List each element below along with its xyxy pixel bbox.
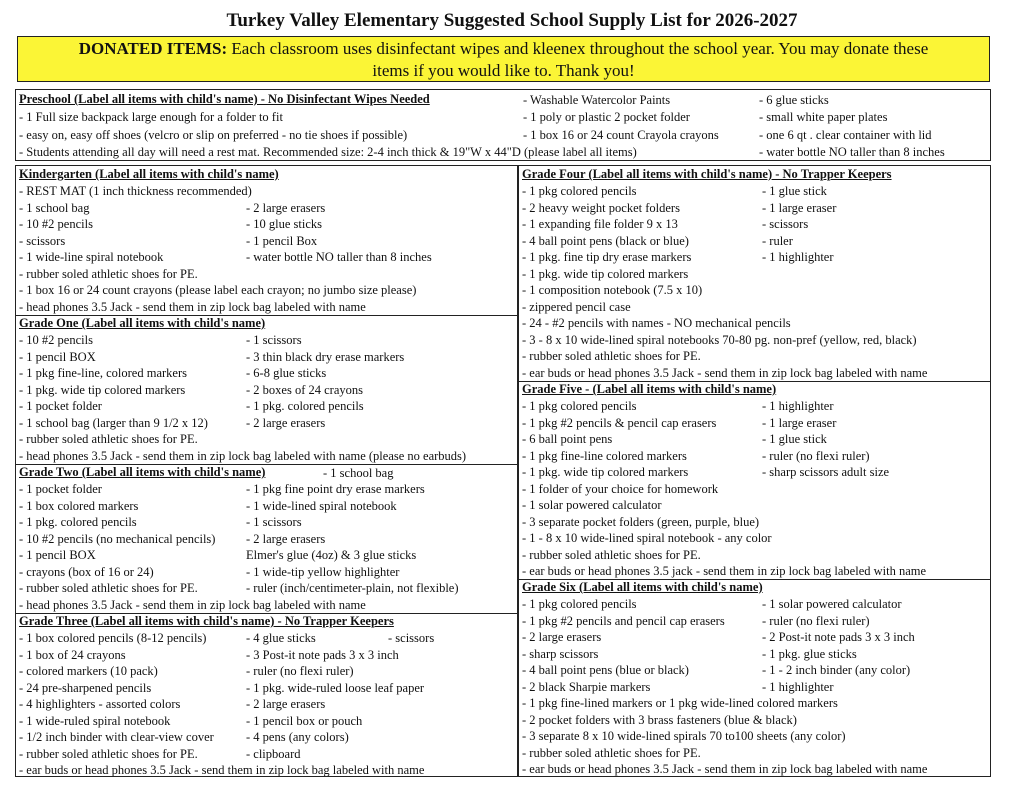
list-item: - ear buds or head phones 3.5 Jack - send them in zip lock bag labeled with name [522,762,928,776]
list-item: - 1 solar powered calculator [522,498,662,512]
list-item: - 2 boxes of 24 crayons [246,383,363,397]
list-item: - 2 large erasers [246,697,326,711]
list-item: - 1 pkg colored pencils [522,597,637,611]
list-item: - 1 composition notebook (7.5 x 10) [522,283,703,297]
list-item: - ear buds or head phones 3.5 Jack - send them in zip lock bag labeled with name [19,763,425,777]
list-item: - 4 pens (any colors) [246,730,349,744]
list-item: - scissors [19,234,66,248]
list-item: - water bottle NO taller than 8 inches [246,250,432,264]
list-item: - 1 expanding file folder 9 x 13 [522,217,678,231]
list-item: - 2 large erasers [246,532,326,546]
list-item: - 1 pkg colored pencils [522,399,637,413]
list-item: - ruler (inch/centimeter-plain, not flexible) [246,581,459,595]
list-item: Elmer's glue (4oz) & 3 glue sticks [246,548,417,562]
list-item: - 1 pocket folder [19,482,102,496]
list-item: - 1 box colored markers [19,499,139,513]
list-item: - ear buds or head phones 3.5 Jack - send them in zip lock bag labeled with name [522,366,928,380]
list-item: - water bottle NO taller than 8 inches [759,145,945,159]
list-item: - rubber soled athletic shoes for PE. [522,349,701,363]
grade-two-header: Grade Two (Label all items with child's name) [19,465,266,479]
list-item: - 2 large erasers [246,416,326,430]
grade-one-header: Grade One (Label all items with child's name) [19,316,266,330]
preschool-header: Preschool (Label all items with child's name) - No Disinfectant Wipes Needed [19,92,430,106]
list-item: - 1 school bag [323,466,394,480]
list-item: - 4 highlighters - assorted colors [19,697,181,711]
list-item: - 1 pkg fine-line, colored markers [19,366,187,380]
list-item: - 2 pocket folders with 3 brass fasteners (blue & black) [522,713,797,727]
list-item: - 1 pkg. wide tip colored markers [522,267,689,281]
list-item: - 1 box 16 or 24 count Crayola crayons [523,128,719,142]
list-item: - 1 pencil Box [246,234,318,248]
list-item: - 10 #2 pencils [19,217,93,231]
list-item: - 1 pocket folder [19,399,102,413]
list-item: - 1 poly or plastic 2 pocket folder [523,110,690,124]
list-item: - Washable Watercolor Paints [523,93,671,107]
list-item: - small white paper plates [759,110,888,124]
list-item: - Students attending all day will need a rest mat. Recommended size: 2-4 inch thick & 19"W x 44"D (please label all items) [19,145,637,159]
list-item: - 1 scissors [246,515,302,529]
list-item: - 1 pencil BOX [19,350,96,364]
grade-five-header: Grade Five - (Label all items with child's name) [522,382,777,396]
list-item: - one 6 qt . clear container with lid [759,128,932,142]
list-item: - clipboard [246,747,301,761]
list-item: - 2 large erasers [246,201,326,215]
list-item: - 2 large erasers [522,630,602,644]
list-item: - 1 pkg #2 pencils and pencil cap erasers [522,614,725,628]
list-item: - 1 wide-tip yellow highlighter [246,565,400,579]
list-item: - ear buds or head phones 3.5 jack - send them in zip lock bag labeled with name [522,564,927,578]
donated-items-banner [17,36,990,82]
list-item: - 10 glue sticks [246,217,323,231]
list-item: - 3 - 8 x 10 wide-lined spiral notebooks 70-80 pg. non-pref (yellow, red, black) [522,333,917,347]
donated-label: DONATED ITEMS: [78,39,228,58]
list-item: - rubber soled athletic shoes for PE. [19,432,198,446]
list-item: - 2 Post-it note pads 3 x 3 inch [762,630,915,644]
list-item: - 1 solar powered calculator [762,597,902,611]
list-item: - 1 pkg fine point dry erase markers [246,482,425,496]
list-item: - 2 heavy weight pocket folders [522,201,680,215]
list-item: - 1 glue stick [762,432,827,446]
list-item: - 4 glue sticks [246,631,316,645]
list-item: - ruler (no flexi ruler) [762,449,870,463]
list-item: - 1 - 2 inch binder (any color) [762,663,911,677]
list-item: - ruler (no flexi ruler) [246,664,354,678]
list-item: - 1 highlighter [762,250,834,264]
list-item: - colored markers (10 pack) [19,664,158,678]
list-item: - 1 wide-ruled spiral notebook [19,714,171,728]
grade-six-header: Grade Six (Label all items with child's name) [522,580,763,594]
list-item: - 1 box 16 or 24 count crayons (please label each crayon; no jumbo size please) [19,283,417,297]
list-item: - 2 black Sharpie markers [522,680,651,694]
list-item: - 3 Post-it note pads 3 x 3 inch [246,648,399,662]
list-item: - 1 school bag (larger than 9 1/2 x 12) [19,416,208,430]
list-item: - 1 pkg. colored pencils [246,399,364,413]
list-item: - 1 large eraser [762,201,837,215]
list-item: - 6 ball point pens [522,432,613,446]
list-item: - 1 pkg. wide tip colored markers [522,465,689,479]
right-column-grades [517,165,991,777]
list-item: - sharp scissors [522,647,599,661]
list-item: - 24 pre-sharpened pencils [19,681,152,695]
list-item: - head phones 3.5 Jack - send them in zip lock bag labeled with name [19,300,366,314]
list-item: - 4 ball point pens (black or blue) [522,234,689,248]
list-item: - 1 pencil box or pouch [246,714,363,728]
donated-text-line2: items if you would like to. Thank you! [372,61,635,80]
kindergarten-header: Kindergarten (Label all items with child's name) [19,167,279,181]
page-title: Turkey Valley Elementary Suggested School Supply List for 2026-2027 [226,10,798,31]
list-item: - rubber soled athletic shoes for PE. [522,746,701,760]
donated-text-line1: Each classroom uses disinfectant wipes and kleenex throughout the school year. You may donate these [231,39,929,58]
list-item: - 1 pkg. colored pencils [19,515,137,529]
list-item: - 1 wide-line spiral notebook [19,250,164,264]
list-item: - 10 #2 pencils [19,333,93,347]
list-item: - 1 pkg #2 pencils & pencil cap erasers [522,416,717,430]
list-item: - 1 school bag [19,201,90,215]
list-item: - 1 wide-lined spiral notebook [246,499,397,513]
list-item: - 1 pkg fine-line colored markers [522,449,687,463]
list-item: - 3 thin black dry erase markers [246,350,405,364]
list-item: - 1 box of 24 crayons [19,648,126,662]
list-item: - 1 large eraser [762,416,837,430]
list-item: - 1 scissors [246,333,302,347]
list-item: - scissors [388,631,435,645]
list-item: - 1 pencil BOX [19,548,96,562]
list-item: - head phones 3.5 Jack - send them in zip lock bag labeled with name (please no earbuds) [19,449,467,463]
list-item: - 1 glue stick [762,184,827,198]
list-item: - 1 pkg colored pencils [522,184,637,198]
list-item: - 3 separate 8 x 10 wide-lined spirals 70 to100 sheets (any color) [522,729,846,743]
list-item: - 1 box colored pencils (8-12 pencils) [19,631,207,645]
list-item: - 1 highlighter [762,399,834,413]
grade-four-header: Grade Four (Label all items with child's name) - No Trapper Keepers [522,167,892,181]
list-item: - 1 pkg. wide tip colored markers [19,383,186,397]
list-item: - 3 separate pocket folders (green, purple, blue) [522,515,760,529]
list-item: - 1 pkg fine-lined markers or 1 pkg wide-lined colored markers [522,696,838,710]
list-item: - 1 folder of your choice for homework [522,482,719,496]
list-item: - 6-8 glue sticks [246,366,327,380]
list-item: - crayons (box of 16 or 24) [19,565,154,579]
list-item: - easy on, easy off shoes (velcro or slip on preferred - no tie shoes if possible) [19,128,408,142]
list-item: - head phones 3.5 Jack - send them in zip lock bag labeled with name [19,598,366,612]
list-item: - 1 Full size backpack large enough for a folder to fit [19,110,283,124]
list-item: - 24 - #2 pencils with names - NO mechanical pencils [522,316,791,330]
left-column-grades [15,165,519,777]
list-item: - ruler [762,234,793,248]
list-item: - 6 glue sticks [759,93,829,107]
list-item: - 1/2 inch binder with clear-view cover [19,730,214,744]
list-item: - rubber soled athletic shoes for PE. [522,548,701,562]
list-item: - sharp scissors adult size [762,465,890,479]
list-item: - 1 pkg. glue sticks [762,647,857,661]
preschool-section [15,89,991,161]
list-item: - rubber soled athletic shoes for PE. [19,267,198,281]
list-item: - 1 pkg. fine tip dry erase markers [522,250,692,264]
list-item: - scissors [762,217,809,231]
list-item: - 1 highlighter [762,680,834,694]
grade-three-header: Grade Three (Label all items with child's name) - No Trapper Keepers [19,614,394,628]
list-item: - REST MAT (1 inch thickness recommended) [19,184,252,198]
list-item: - ruler (no flexi ruler) [762,614,870,628]
list-item: - 10 #2 pencils (no mechanical pencils) [19,532,216,546]
list-item: - 1 - 8 x 10 wide-lined spiral notebook - any color [522,531,772,545]
list-item: - zippered pencil case [522,300,631,314]
list-item: - rubber soled athletic shoes for PE. [19,581,198,595]
list-item: - 1 pkg. wide-ruled loose leaf paper [246,681,425,695]
list-item: - 4 ball point pens (blue or black) [522,663,689,677]
list-item: - rubber soled athletic shoes for PE. [19,747,198,761]
